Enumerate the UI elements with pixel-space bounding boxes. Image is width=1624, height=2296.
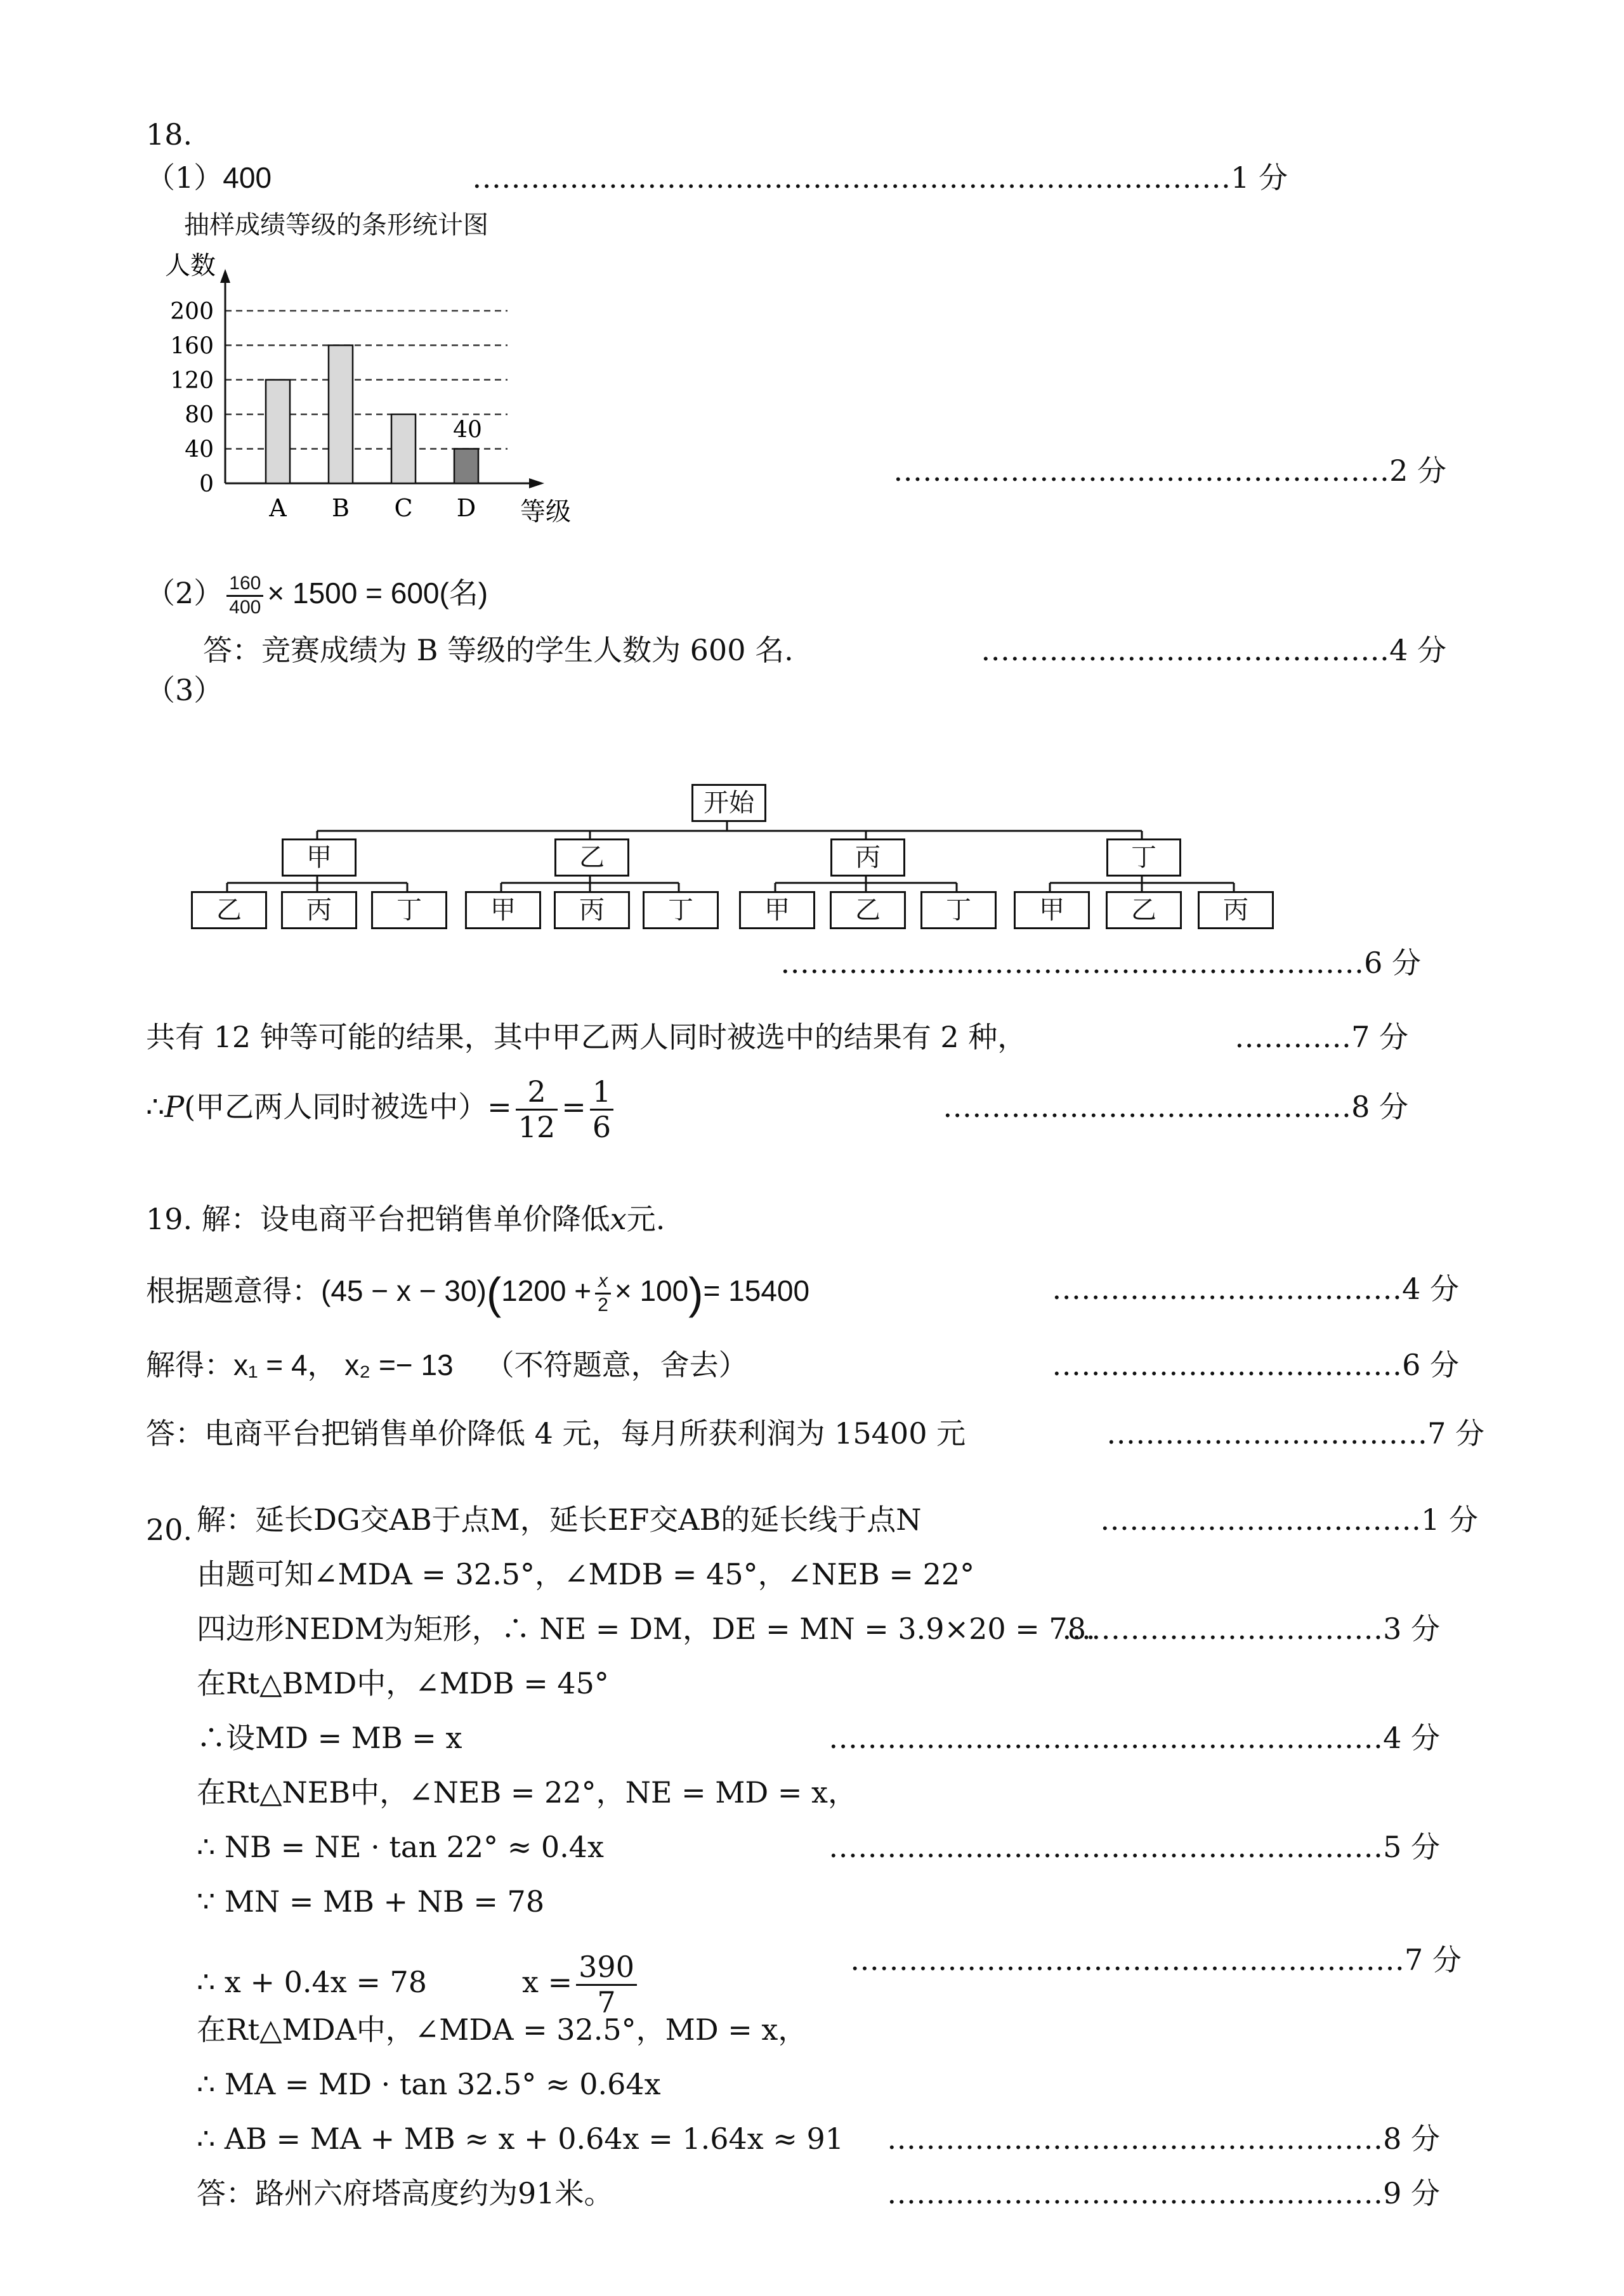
q20-line-text-4: 在Rt△BMD中，∠MDB = 45° bbox=[197, 1666, 609, 1700]
q20-line-points-7: …………………………………………………5 分 bbox=[828, 1830, 1440, 1864]
y-tick-label-200: 200 bbox=[170, 299, 214, 325]
q20-l9-text: ∴ x + 0.4x = 78 bbox=[197, 1965, 428, 1999]
x-tick-label-A: A bbox=[269, 494, 287, 522]
q19-eq-right: = 15400 bbox=[703, 1274, 810, 1307]
q20-line2-points-3: ……………………………………………8 分 bbox=[887, 2122, 1440, 2156]
q20-line-text-2: 由题可知∠MDA = 32.5°，∠MDB = 45°，∠NEB = 22° bbox=[197, 1557, 975, 1591]
q20-line-text-1: 解：延长DG交AB于点M，延长EF交AB的延长线于点N bbox=[197, 1503, 922, 1537]
q18-p2-label: （2） bbox=[146, 576, 223, 610]
data-label-D: 40 bbox=[453, 417, 482, 443]
y-tick-label-40: 40 bbox=[185, 436, 214, 463]
tree-l2-1-1: 丙 bbox=[554, 891, 630, 929]
q20-line2-text-2: ∴ MA = MD · tan 32.5° ≈ 0.64x bbox=[197, 2067, 661, 2101]
q19-eq-paren-open: ( bbox=[486, 1269, 502, 1318]
tree-l2-3-1: 乙 bbox=[1106, 891, 1182, 929]
q20-line-9 bbox=[197, 1944, 641, 2020]
x-tick-label-D: D bbox=[456, 494, 476, 522]
tree-l2-2-1: 乙 bbox=[830, 891, 906, 929]
q18-p2-frac-num: 160 bbox=[226, 573, 263, 597]
q18-prob-prefix: ∴ bbox=[146, 1090, 165, 1124]
q20-line-text-7: ∴ NB = NE · tan 22° ≈ 0.4x bbox=[197, 1830, 605, 1864]
q19-eq-label: 根据题意得： bbox=[146, 1274, 321, 1308]
tree-l2-1-0: 甲 bbox=[465, 891, 541, 929]
tree-l2-1-2: 丁 bbox=[643, 891, 719, 929]
q18-prob-p: P bbox=[164, 1090, 185, 1124]
q18-p1-label: （1） bbox=[146, 160, 223, 195]
y-tick-label-0: 0 bbox=[199, 471, 214, 497]
q20-l9-points: …………………………………………………7 分 bbox=[850, 1943, 1462, 1977]
q19-intro bbox=[146, 1200, 665, 1238]
q19-answer: 答：电商平台把销售单价降低 4 元，每月所获利润为 15400 元 bbox=[146, 1416, 966, 1451]
tree-l1-ding: 丁 bbox=[1106, 838, 1181, 877]
q19-sol: x₁ = 4， x₂ =− 13 bbox=[233, 1348, 454, 1381]
q18-p1-answer: 400 bbox=[223, 161, 272, 194]
x-axis-label: 等级 bbox=[520, 497, 571, 526]
q18-p1-points: ……………………………………………………………………1 分 bbox=[472, 160, 1288, 195]
q20-line-text-3: 四边形NEDM为矩形，∴ NE = DM，DE = MN = 3.9×20 = 78. bbox=[197, 1612, 1096, 1646]
q19-sol-points: ………………………………6 分 bbox=[1052, 1348, 1459, 1382]
q19-eq-frac-den: 2 bbox=[598, 1294, 608, 1315]
tree-l1-yi: 乙 bbox=[554, 838, 629, 877]
q19-eq-points: ………………………………4 分 bbox=[1052, 1272, 1459, 1306]
q20-line-text-6: 在Rt△NEB中，∠NEB = 22°，NE = MD = x， bbox=[197, 1775, 857, 1810]
tree-l2-3-0: 甲 bbox=[1014, 891, 1090, 929]
tree-lines bbox=[0, 0, 1624, 951]
tree-l2-0-2: 丁 bbox=[371, 891, 447, 929]
tree-root: 开始 bbox=[691, 784, 766, 822]
q18-prob-points: ……………………………………8 分 bbox=[943, 1090, 1408, 1124]
tree-l2-2-0: 甲 bbox=[739, 891, 815, 929]
y-tick-label-160: 160 bbox=[170, 333, 214, 360]
q19-sol-label: 解得： bbox=[146, 1348, 233, 1382]
q18-result-points: …………7 分 bbox=[1234, 1020, 1408, 1054]
q18-p3-label: （3） bbox=[146, 673, 223, 707]
q18-prob-f2-den: 6 bbox=[592, 1109, 612, 1144]
q19-intro-var: x bbox=[610, 1202, 627, 1236]
tree-l2-2-2: 丁 bbox=[920, 891, 997, 929]
chart-title: 抽样成绩等级的条形统计图 bbox=[184, 211, 488, 240]
q20-line-points-1: ……………………………1 分 bbox=[1100, 1503, 1478, 1537]
q19-eq-mid-b: × 100 bbox=[614, 1274, 689, 1307]
y-tick-label-80: 80 bbox=[185, 402, 214, 429]
y-axis-label: 人数 bbox=[165, 251, 216, 280]
q20-line-points-3: ……………………………3 分 bbox=[1062, 1612, 1440, 1646]
q20-line2-text-1: 在Rt△MDA中，∠MDA = 32.5°，MD = x， bbox=[197, 2012, 808, 2047]
q19-solution bbox=[146, 1346, 748, 1384]
q18-p2-points: ……………………………………4 分 bbox=[981, 633, 1446, 667]
q18-prob-f1-den: 12 bbox=[518, 1109, 556, 1144]
q20-l9-den: 7 bbox=[597, 1985, 616, 2019]
q18-chart-points: ……………………………………………2 分 bbox=[893, 453, 1446, 488]
q19-eq-left: (45 − x − 30) bbox=[321, 1274, 487, 1307]
q18-prob-f1-num: 2 bbox=[516, 1075, 558, 1111]
q18-prob-frac2 bbox=[590, 1075, 613, 1144]
q18-p2-expr: × 1500 = 600(名) bbox=[267, 577, 488, 610]
q20-number: 20. bbox=[146, 1513, 193, 1547]
tree-l2-0-1: 丙 bbox=[281, 891, 357, 929]
q19-intro-end: 元. bbox=[626, 1202, 665, 1236]
q19-eq-frac-num: x bbox=[595, 1270, 611, 1295]
q19-eq-frac bbox=[595, 1270, 611, 1316]
x-tick-label-B: B bbox=[332, 494, 350, 522]
q20-l9-frac bbox=[576, 1950, 637, 2019]
q19-answer-points: ……………………………7 分 bbox=[1106, 1416, 1484, 1451]
q20-line-text-8: ∵ MN = MB + NB = 78 bbox=[197, 1884, 545, 1919]
q20-line-points-5: …………………………………………………4 分 bbox=[828, 1721, 1440, 1755]
q18-p2-frac-den: 400 bbox=[229, 596, 261, 618]
tree-l1-jia: 甲 bbox=[282, 838, 357, 877]
tree-l1-bing: 丙 bbox=[830, 838, 905, 877]
q18-prob-eq: = bbox=[561, 1090, 586, 1124]
q18-p2-answer: 答：竞赛成绩为 B 等级的学生人数为 600 名. bbox=[203, 633, 794, 667]
q20-l9-x: x = bbox=[522, 1965, 573, 1999]
q18-probability bbox=[146, 1066, 617, 1148]
q18-prob-text: (甲乙两人同时被选中）= bbox=[184, 1090, 512, 1124]
q20-l9-num: 390 bbox=[576, 1950, 637, 1986]
q20-line-text-5: ∴设MD = MB = x bbox=[197, 1721, 462, 1755]
q19-intro-text: 19. 解：设电商平台把销售单价降低 bbox=[146, 1202, 610, 1236]
q18-prob-frac1 bbox=[516, 1075, 558, 1144]
q18-number: 18. bbox=[146, 117, 193, 152]
tree-l2-3-2: 丙 bbox=[1198, 891, 1274, 929]
q20-line2-text-4: 答：路州六府塔高度约为91米。 bbox=[197, 2176, 613, 2210]
q19-eq-mid-a: 1200 + bbox=[501, 1274, 592, 1307]
tree-l2-0-0: 乙 bbox=[191, 891, 267, 929]
q18-tree-points: ……………………………………………………6 分 bbox=[780, 946, 1421, 980]
q18-result: 共有 12 钟等可能的结果，其中甲乙两人同时被选中的结果有 2 种， bbox=[146, 1020, 1027, 1054]
q20-line2-points-4: ……………………………………………9 分 bbox=[887, 2176, 1440, 2210]
q18-prob-f2-num: 1 bbox=[590, 1075, 613, 1111]
x-tick-label-C: C bbox=[394, 494, 413, 522]
q19-equation bbox=[146, 1259, 809, 1325]
q19-eq-paren-close: ) bbox=[688, 1269, 704, 1318]
y-tick-label-120: 120 bbox=[170, 367, 214, 394]
q20-line2-text-3: ∴ AB = MA + MB ≈ x + 0.64x = 1.64x ≈ 91 bbox=[197, 2122, 844, 2156]
q19-sol-note: （不符题意，舍去） bbox=[485, 1348, 748, 1382]
